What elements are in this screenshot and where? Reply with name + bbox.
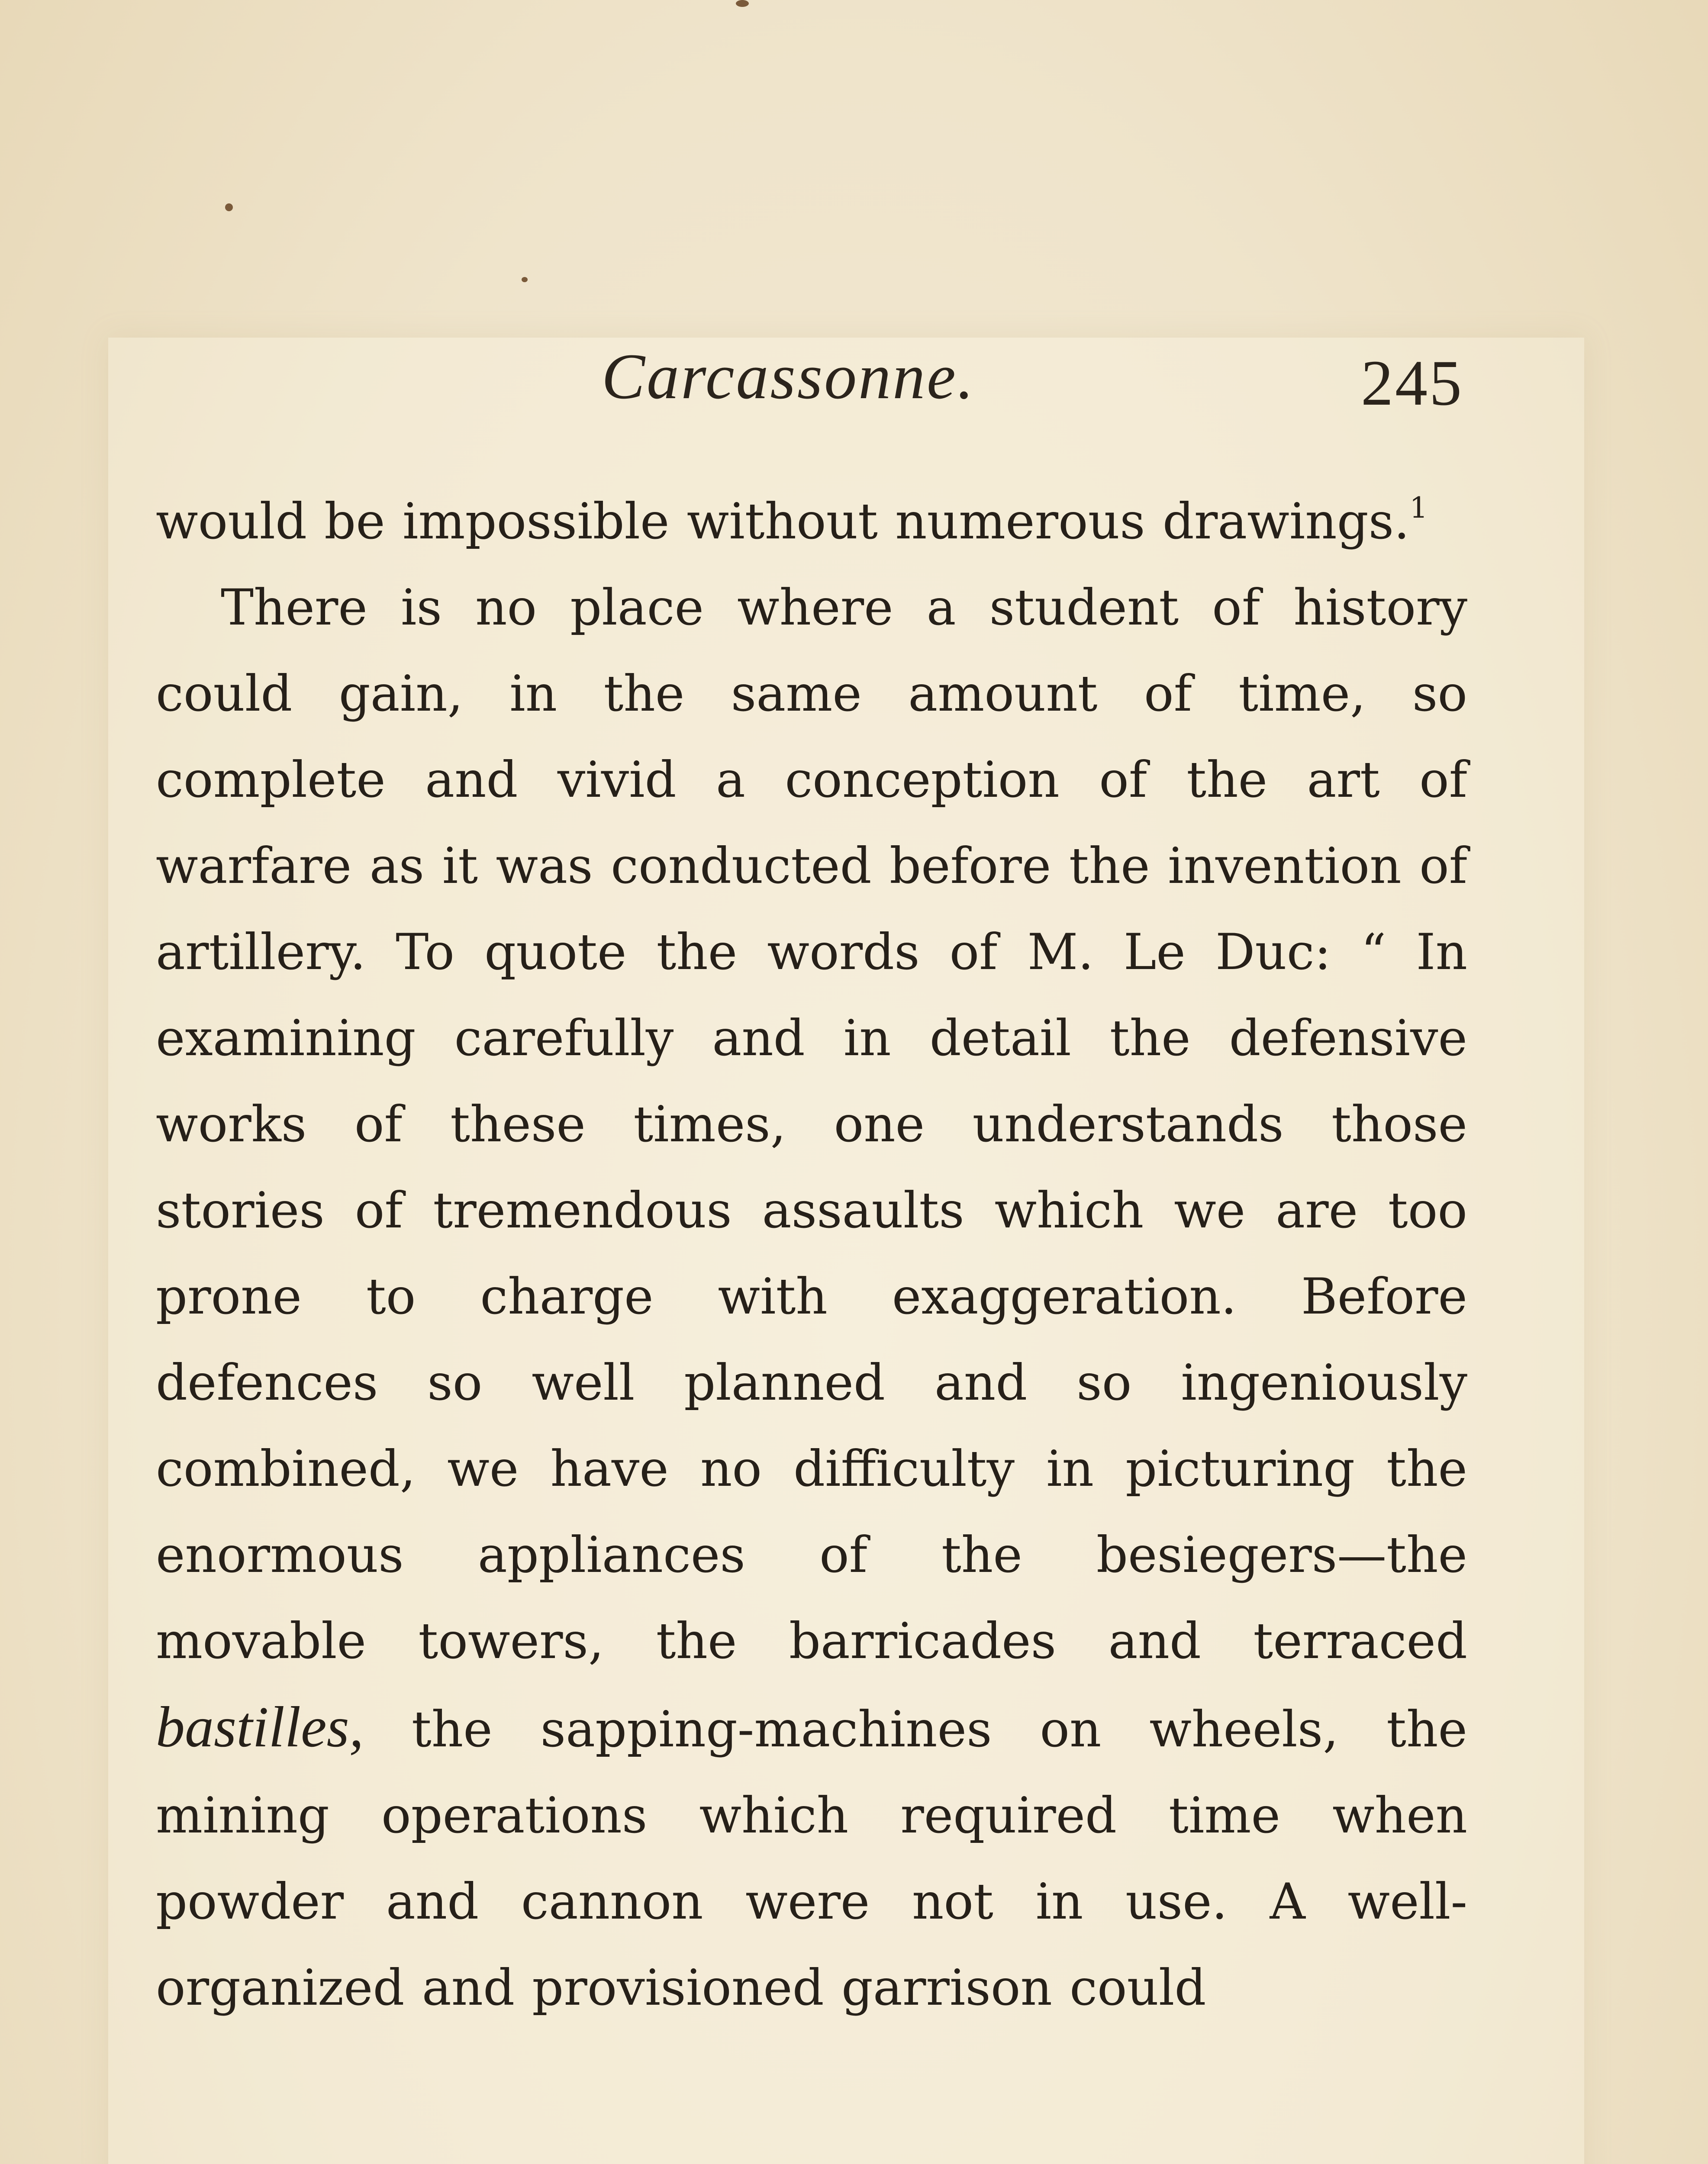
- ink-speck: [522, 277, 528, 282]
- running-title: Carcassonne.: [602, 341, 976, 412]
- footnote-reference: 1: [1409, 491, 1428, 525]
- body-text: [156, 478, 1467, 2031]
- paragraph: [156, 564, 1467, 2031]
- page-number: 245: [1361, 347, 1463, 419]
- paragraph-text: would be impossible without numerous drawings.: [156, 493, 1410, 550]
- ink-speck: [736, 0, 749, 7]
- paragraph-text: There is no place where a student of history could gain, in the same amount of time, so complete and vivid a conception of the art of warfare as it was conducted before the invention of artillery. To quote the words of M. Le Duc: “ In examining carefully and in detail the defensive works of these times, one understands those stories of tremendous assaults which we are too prone to charge with exaggeration. Before defences so well planned and so ingeniously combined, we have no difficulty in picturing the enormous appliances of the besiegers—the movable towers, the barricades and terraced: [156, 579, 1467, 1670]
- paragraph: [156, 478, 1467, 564]
- italic-term: bastilles,: [156, 1695, 364, 1759]
- paragraph-text: the sapping-machines on wheels, the mining operations which required time when powder and cannon were not in use. A well-organized and provisioned garrison could: [156, 1700, 1467, 2016]
- ink-speck: [225, 203, 233, 211]
